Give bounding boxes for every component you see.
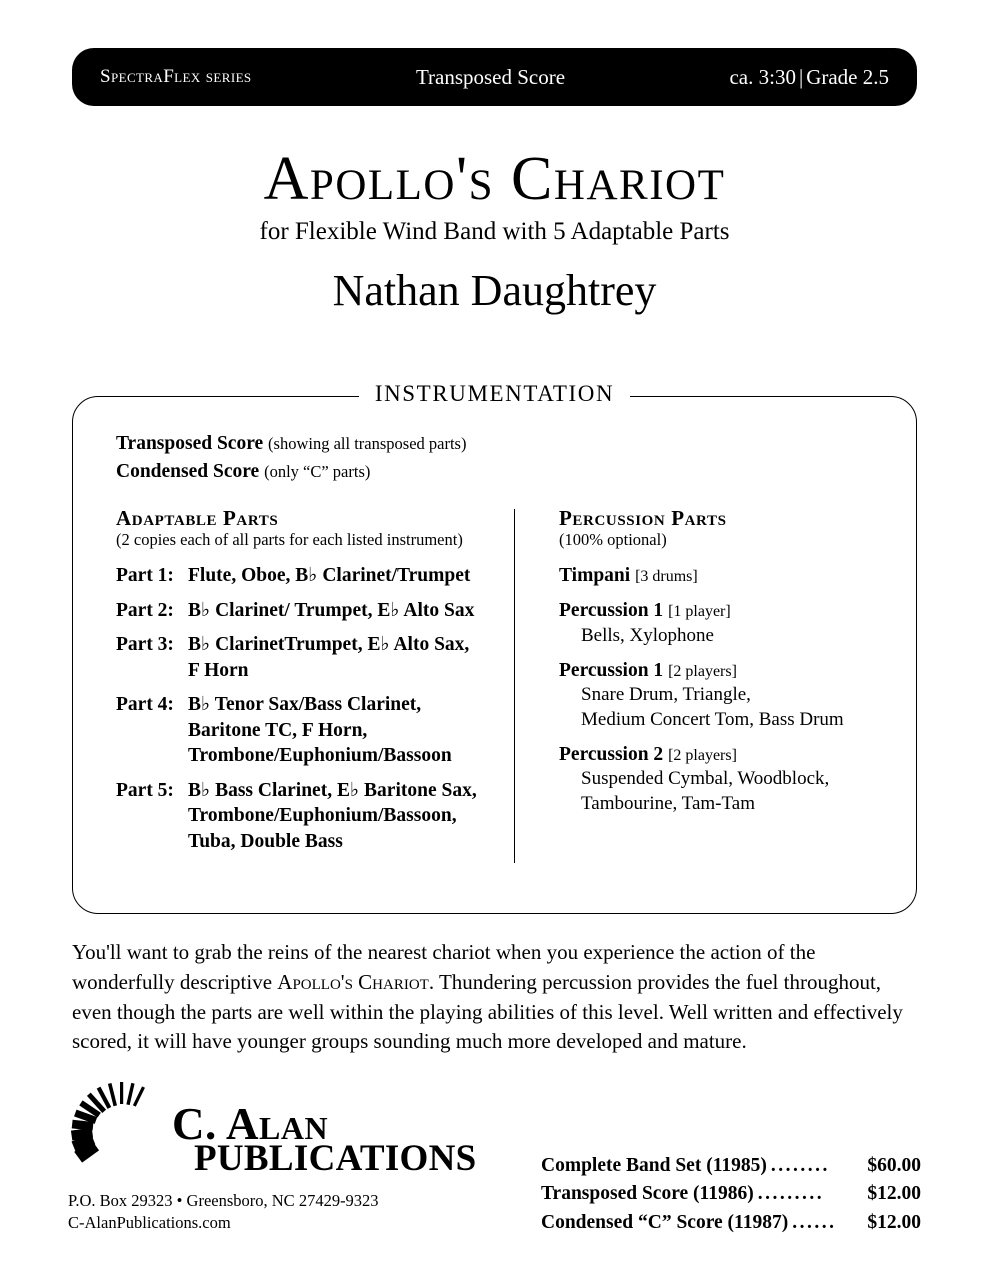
- percussion-instrument-line: Tambourine, Tam-Tam: [581, 792, 755, 814]
- score-type-name: Condensed Score: [116, 460, 260, 482]
- part-instrument-line: Trombone/Euphonium/Bassoon,: [188, 805, 457, 827]
- part-instrument-line: B♭ Bass Clarinet, E♭ Baritone Sax,: [188, 779, 477, 801]
- list-item: [116, 563, 514, 589]
- part-label: Part 4:: [116, 694, 174, 716]
- adaptable-parts-column: [116, 507, 514, 863]
- publisher-logo: [68, 1082, 488, 1178]
- publisher-address: P.O. Box 29323 • Greensboro, NC 27429-9323: [68, 1191, 379, 1210]
- page-subtitle: for Flexible Wind Band with 5 Adaptable Parts: [259, 218, 730, 245]
- table-row: [541, 1180, 921, 1208]
- table-row: [541, 1209, 921, 1237]
- score-type-note: (only “C” parts): [264, 461, 371, 481]
- part-instrument-line: Flute, Oboe, B♭ Clarinet/Trumpet: [188, 565, 471, 587]
- percussion-name-text: Percussion 1: [559, 660, 664, 682]
- duration-value: ca. 3:30: [729, 64, 796, 89]
- composer-name: Nathan Daughtrey: [332, 266, 657, 315]
- percussion-name: [559, 563, 881, 588]
- page-title: Apollo's Chariot: [263, 145, 726, 213]
- instrumentation-content: [72, 396, 917, 914]
- percussion-player-count: [2 players]: [668, 663, 737, 681]
- percussion-name-text: Timpani: [559, 565, 631, 587]
- percussion-player-count: [1 player]: [668, 603, 731, 621]
- percussion-instrument-line: Suspended Cymbal, Woodblock,: [581, 768, 830, 790]
- part-label: Part 1:: [116, 565, 174, 587]
- percussion-instruments: [559, 624, 881, 648]
- part-instruments: [188, 632, 514, 683]
- percussion-instrument-line: Bells, Xylophone: [581, 624, 714, 646]
- part-instruments: [188, 692, 514, 769]
- part-instrument-line: F Horn: [188, 659, 249, 681]
- part-instrument-line: Tuba, Double Bass: [188, 830, 343, 852]
- sunburst-icon: [68, 1082, 178, 1182]
- publisher-address-block: [68, 1190, 379, 1234]
- percussion-name: [559, 742, 881, 767]
- title-block: [0, 145, 989, 246]
- part-instrument-line: B♭ Clarinet/ Trumpet, E♭ Alto Sax: [188, 599, 475, 621]
- part-instruments: [188, 598, 514, 624]
- part-label: Part 3:: [116, 634, 174, 656]
- percussion-player-count: [3 drums]: [635, 568, 698, 586]
- price-item-name: Condensed “C” Score (11987): [541, 1211, 789, 1233]
- percussion-parts-column: [515, 507, 881, 826]
- percussion-instrument-line: Medium Concert Tom, Bass Drum: [581, 708, 844, 730]
- publisher-website: C-AlanPublications.com: [68, 1212, 231, 1232]
- percussion-player-count: [2 players]: [668, 747, 737, 765]
- list-item: [116, 632, 514, 683]
- score-type-row: [116, 430, 881, 458]
- price-leader-dots: .........: [757, 1183, 825, 1205]
- score-type-note: (showing all transposed parts): [268, 434, 467, 453]
- adaptable-parts-heading: Adaptable Parts: [116, 506, 279, 531]
- price-amount: $12.00: [867, 1211, 921, 1233]
- percussion-instruments: [559, 683, 881, 732]
- list-item: [559, 598, 881, 648]
- instrumentation-legend-text: INSTRUMENTATION: [359, 381, 630, 406]
- list-item: [559, 563, 881, 588]
- description-work-title: Apollo's Chariot: [277, 969, 429, 994]
- price-leader-dots: ......: [792, 1211, 837, 1233]
- score-type-label: Transposed Score: [415, 64, 566, 89]
- score-type-row: [116, 458, 881, 486]
- header-separator: |: [798, 64, 804, 89]
- part-instrument-line: B♭ Tenor Sax/Bass Clarinet,: [188, 694, 422, 716]
- duration-grade-label: [729, 65, 889, 90]
- instrumentation-columns: [116, 507, 881, 863]
- price-amount: $12.00: [867, 1183, 921, 1205]
- description-text-after: . Thundering percussion provides the fuel throughout, even though the parts are well within the playing abilities of this level. Well written and effectively scored, it will have younger groups sounding much more developed and mature.: [72, 969, 903, 1054]
- description-paragraph: [72, 938, 920, 1057]
- adaptable-parts-subheading: (2 copies each of all parts for each listed instrument): [116, 530, 463, 550]
- part-instrument-line: Baritone TC, F Horn,: [188, 719, 368, 741]
- logo-mark: [68, 1082, 488, 1178]
- publisher-name-line2: PUBLICATIONS: [194, 1138, 477, 1179]
- list-item: [116, 778, 514, 855]
- percussion-parts-subheading: (100% optional): [559, 530, 667, 550]
- percussion-name-text: Percussion 1: [559, 600, 664, 622]
- percussion-name-text: Percussion 2: [559, 744, 664, 766]
- percussion-instrument-line: Snare Drum, Triangle,: [581, 684, 751, 706]
- part-instruments: [188, 778, 514, 855]
- percussion-name: [559, 658, 881, 683]
- table-row: [541, 1152, 921, 1180]
- part-label: Part 2:: [116, 599, 174, 621]
- header-banner: [72, 48, 917, 106]
- description-text-before: You'll want to grab the reins of the nearest chariot when you experience the action of the wonderfully descriptive: [72, 940, 816, 994]
- price-amount: $60.00: [867, 1155, 921, 1176]
- percussion-name: [559, 598, 881, 623]
- part-label: Part 5:: [116, 779, 174, 801]
- pricing-table: [541, 1152, 921, 1237]
- series-label: SpectraFlex series: [100, 66, 252, 87]
- percussion-parts-heading: Percussion Parts: [559, 506, 727, 531]
- list-item: [116, 598, 514, 624]
- price-item-name: Transposed Score (11986): [541, 1183, 754, 1205]
- grade-value: Grade 2.5: [806, 64, 889, 89]
- part-instrument-line: B♭ ClarinetTrumpet, E♭ Alto Sax,: [188, 634, 470, 656]
- part-instrument-line: Trombone/Euphonium/Bassoon: [188, 745, 452, 767]
- score-types-list: [116, 430, 881, 485]
- list-item: [559, 658, 881, 732]
- list-item: [116, 692, 514, 769]
- score-type-name: Transposed Score: [116, 433, 264, 454]
- list-item: [559, 742, 881, 816]
- publisher-name-line1: C. Alan: [172, 1099, 329, 1149]
- percussion-instruments: [559, 767, 881, 816]
- part-instruments: [188, 563, 514, 589]
- price-item-name: Complete Band Set (11985): [541, 1155, 767, 1176]
- price-leader-dots: ........: [770, 1155, 830, 1176]
